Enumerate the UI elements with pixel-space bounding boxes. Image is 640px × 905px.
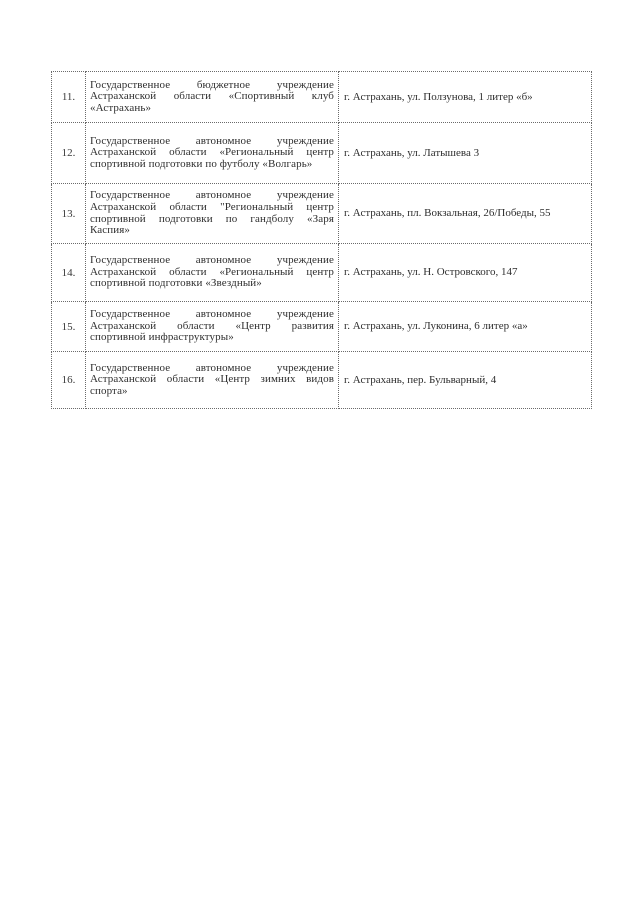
institution-name: Государственное автономное учреждение Астраханской области «Центр зимних видов спорта» xyxy=(86,352,339,409)
institutions-table xyxy=(51,71,592,409)
row-number: 11. xyxy=(52,72,86,123)
institution-name: Государственное автономное учреждение Астраханской области «Региональный центр спортивной подготовки «Звездный» xyxy=(86,244,339,302)
institution-name: Государственное автономное учреждение Астраханской области «Центр развития спортивной инфраструктуры» xyxy=(86,302,339,352)
table-row xyxy=(52,302,592,352)
institution-address: г. Астрахань, ул. Н. Островского, 147 xyxy=(339,244,592,302)
institution-name: Государственное автономное учреждение Астраханской области «Региональный центр спортивной подготовки по футболу «Волгарь» xyxy=(86,123,339,184)
row-number: 13. xyxy=(52,184,86,244)
table-row xyxy=(52,72,592,123)
institution-name: Государственное бюджетное учреждение Астраханской области «Спортивный клуб «Астрахань» xyxy=(86,72,339,123)
table-row xyxy=(52,244,592,302)
row-number: 12. xyxy=(52,123,86,184)
institution-address: г. Астрахань, пл. Вокзальная, 26/Победы, 55 xyxy=(339,184,592,244)
institution-address: г. Астрахань, пер. Бульварный, 4 xyxy=(339,352,592,409)
row-number: 16. xyxy=(52,352,86,409)
row-number: 15. xyxy=(52,302,86,352)
institution-address: г. Астрахань, ул. Латышева 3 xyxy=(339,123,592,184)
table-row xyxy=(52,123,592,184)
row-number: 14. xyxy=(52,244,86,302)
institution-address: г. Астрахань, ул. Луконина, 6 литер «а» xyxy=(339,302,592,352)
table-row xyxy=(52,352,592,409)
institution-address: г. Астрахань, ул. Ползунова, 1 литер «б» xyxy=(339,72,592,123)
table-row xyxy=(52,184,592,244)
institution-name: Государственное автономное учреждение Астраханской области "Региональный центр спортивной подготовки по гандболу «Заря Каспия» xyxy=(86,184,339,244)
